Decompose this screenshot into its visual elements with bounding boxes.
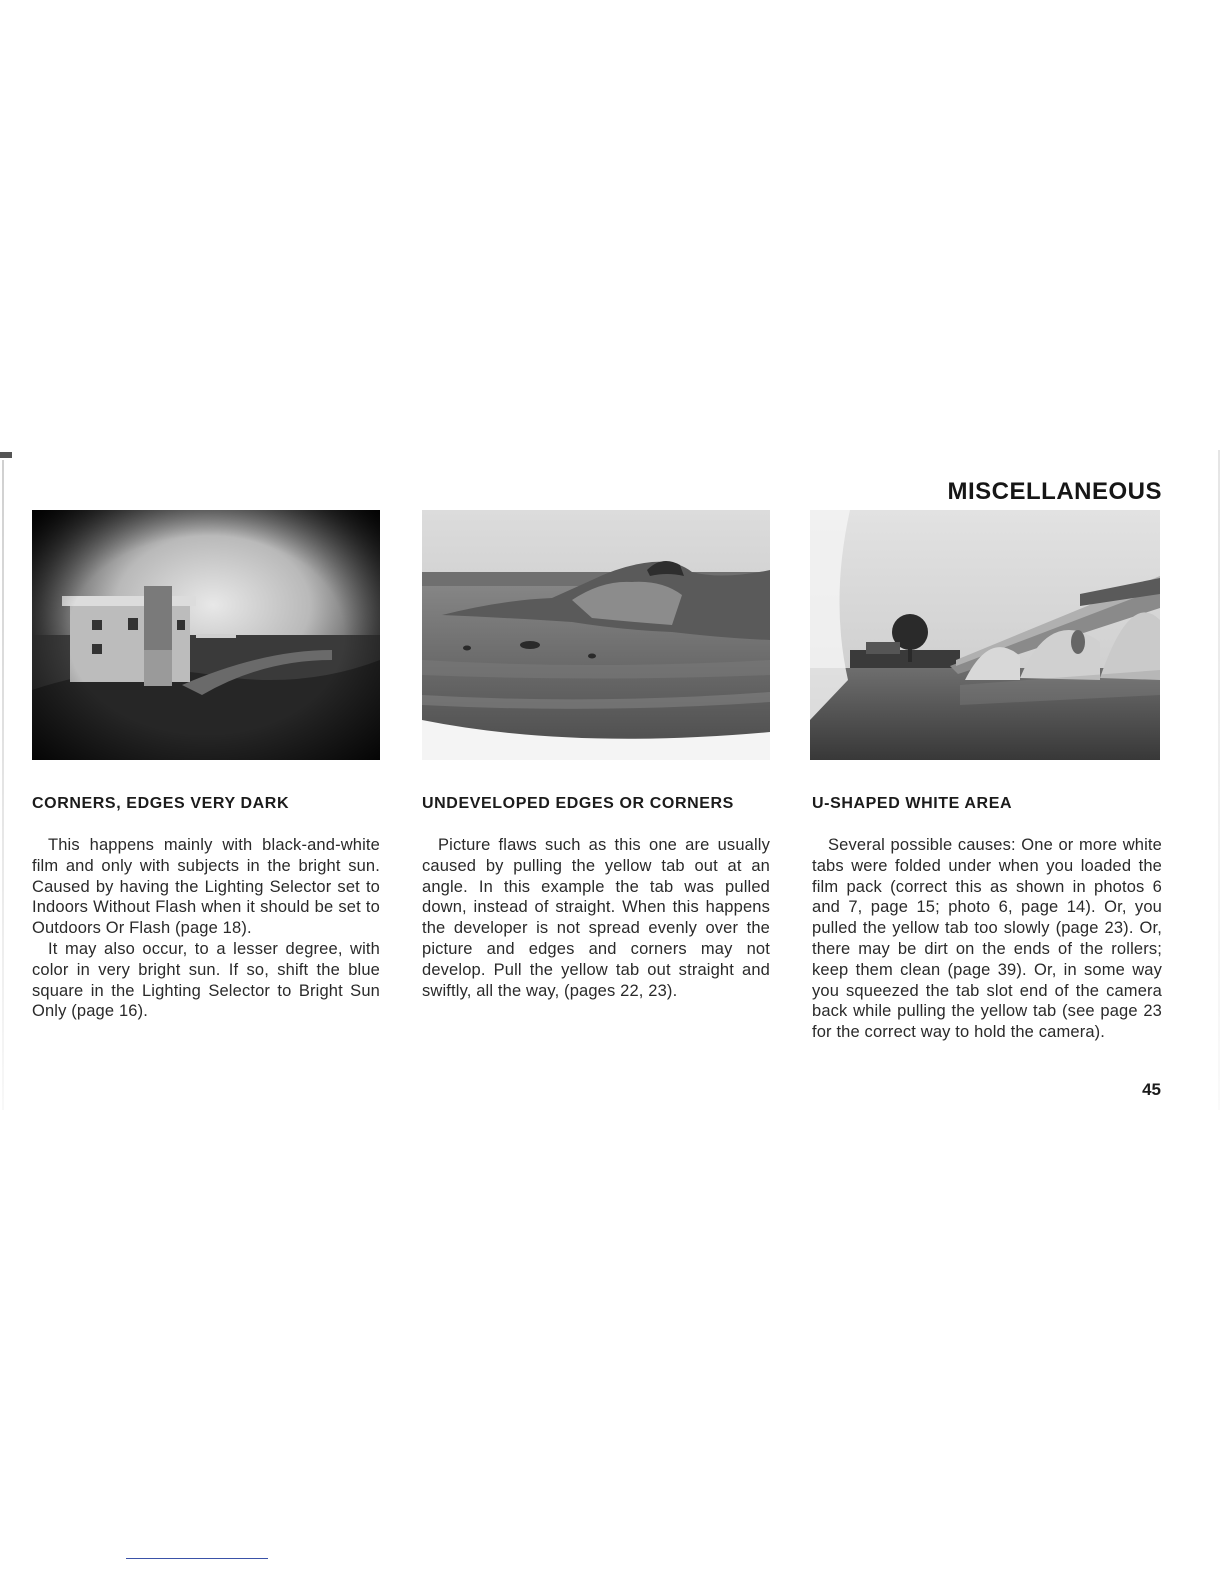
photo-u-shaped-white-area-bridge — [810, 510, 1160, 760]
scan-edge-left — [2, 460, 4, 1110]
column-heading: UNDEVELOPED EDGES OR CORNERS — [422, 795, 734, 812]
column-paragraph: It may also occur, to a lesser degree, with color in very bright sun. If so, shift the blue square in the Lighting Selector to Bright Sun Only (page 16). — [32, 939, 380, 1021]
column-paragraph: Picture flaws such as this one are usually caused by pulling the yellow tab out at an angle. In this example the tab was pulled down, instead of straight. When this happens the developer is not spread evenly over the picture and edges and corners may not develop. Pull the yellow tab out straight and swiftly, all the way, (pages 22, 23). — [422, 836, 770, 1000]
column-paragraph: Several possible causes: One or more white tabs were folded under when you loaded the film pack (correct this as shown in photos 6 and 7, page 15; photo 6, page 14). Or, you pulled the yellow tab too slowly (page 23). Or, there may be dirt on the ends of the rollers; keep them clean (page 39). Or, in some way you squeezed the tab slot end of the camera back while pulling the yellow tab (see page 23 for the correct way to hold the camera). — [812, 836, 1162, 1042]
scan-margin-mark — [0, 452, 12, 458]
column-heading: CORNERS, EDGES VERY DARK — [32, 795, 290, 812]
photo-dark-corners-house — [32, 510, 380, 760]
column-paragraph: This happens mainly with black-and-white film and only with subjects in the bright sun. Caused by having the Lighting Selector set to Indoors Without Flash when it should be set to Outdoors Or Flash (page 18). — [32, 836, 380, 938]
column-undeveloped-edges — [422, 795, 770, 1001]
column-heading: U-SHAPED WHITE AREA — [812, 795, 1013, 812]
photo-undeveloped-edges-island — [422, 510, 770, 760]
section-title: MISCELLANEOUS — [947, 478, 1162, 505]
page-number: 45 — [1142, 1080, 1161, 1099]
column-corners-edges-dark — [32, 795, 380, 1022]
column-u-shaped-white-area — [812, 795, 1162, 1043]
scan-edge-right — [1218, 450, 1220, 1110]
footnote-rule — [126, 1558, 268, 1559]
